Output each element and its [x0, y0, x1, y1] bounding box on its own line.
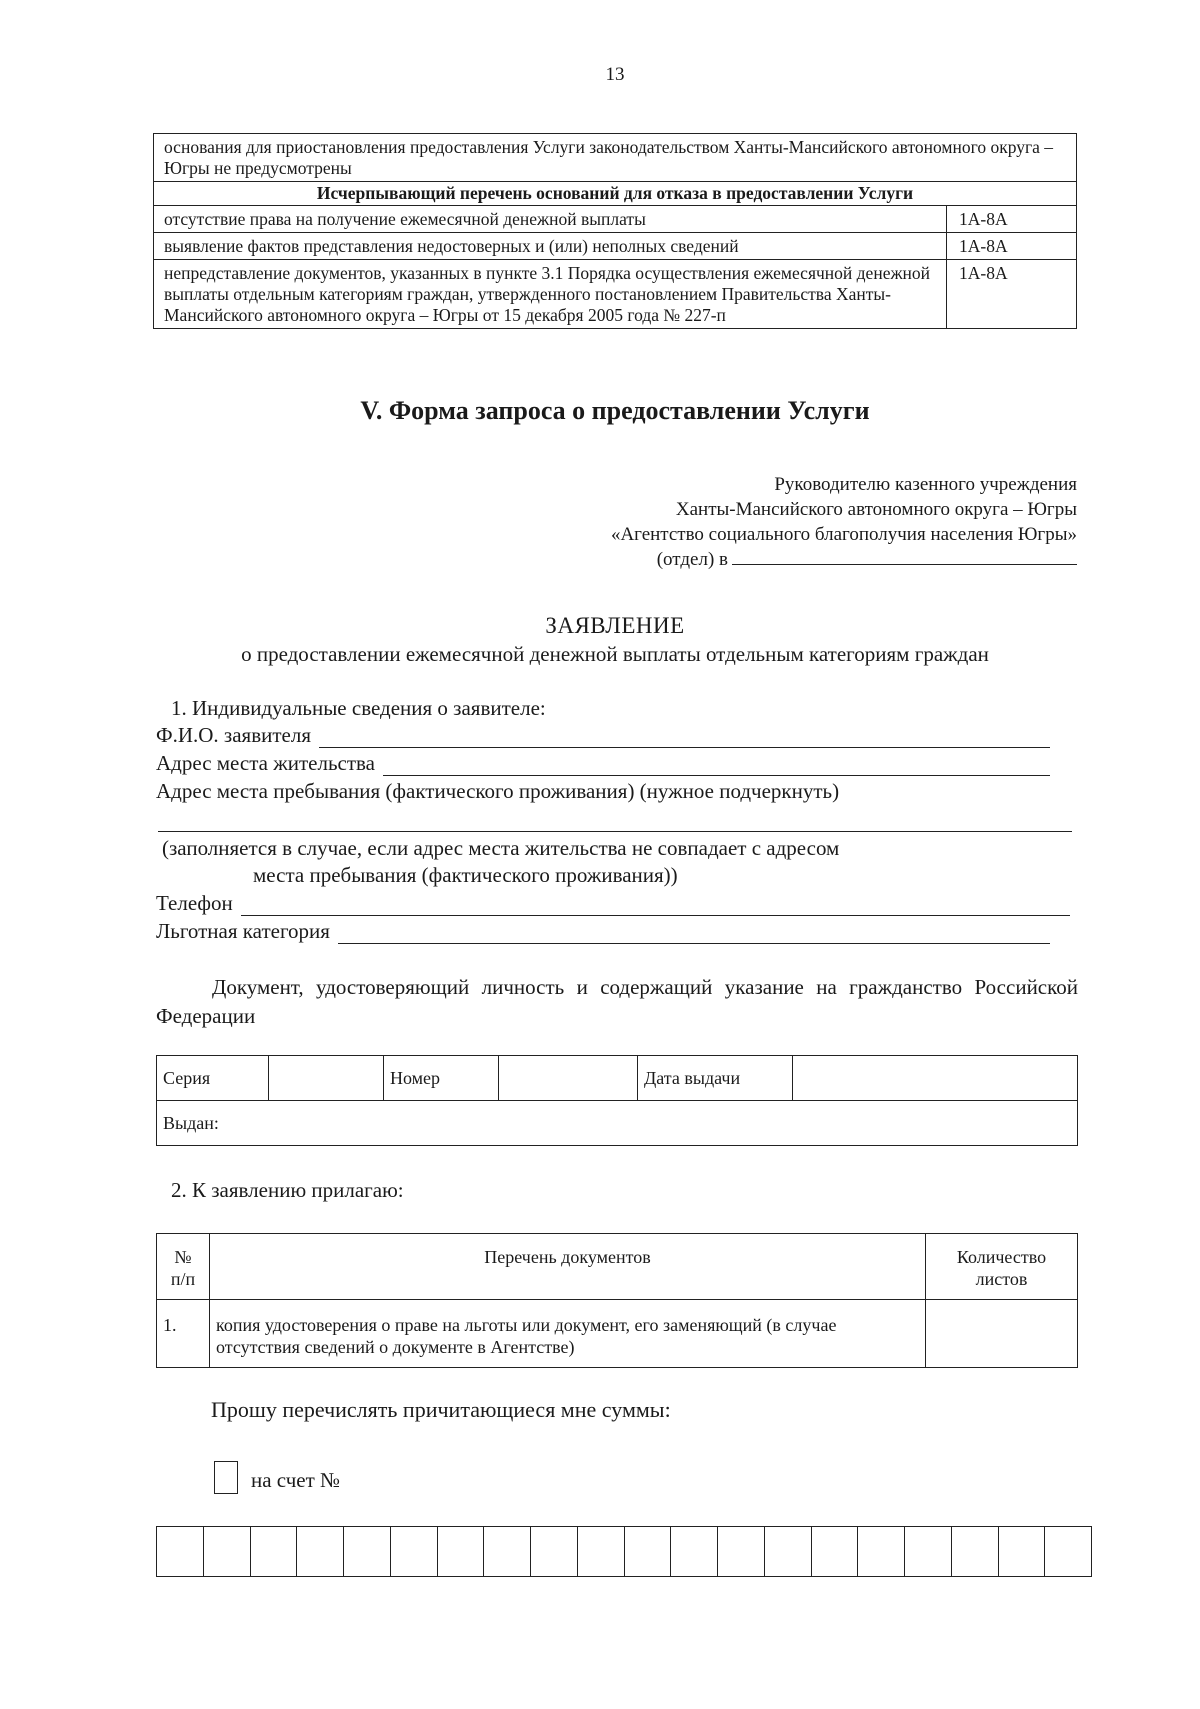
attachment-count-field[interactable] — [926, 1300, 1078, 1368]
page-number: 13 — [605, 64, 625, 85]
stay-note-line2: места пребывания (фактического проживания)) — [253, 863, 678, 887]
attachments-table — [156, 1233, 1078, 1368]
phone-field[interactable] — [241, 898, 1070, 916]
fio-line — [156, 723, 1050, 748]
number-field[interactable] — [499, 1056, 638, 1101]
grounds-table — [153, 133, 1077, 329]
stay-field[interactable] — [158, 831, 1072, 832]
personal-heading — [171, 696, 546, 721]
account-digit-cell[interactable] — [765, 1526, 812, 1577]
addressee-line: «Агентство социального благополучия населения Югры» — [610, 524, 1077, 545]
refusal-ground-text: выявление фактов представления недостоверных и (или) неполных сведений — [154, 233, 947, 260]
department-label: (отдел) в — [656, 549, 728, 570]
issued-by-field[interactable]: Выдан: — [157, 1101, 1078, 1146]
identity-doc-table — [156, 1055, 1078, 1146]
residence-field[interactable] — [383, 758, 1050, 776]
phone-label: Телефон — [156, 891, 233, 915]
series-label: Серия — [157, 1056, 269, 1101]
table-row — [154, 260, 1077, 329]
account-digit-cell[interactable] — [1045, 1526, 1092, 1577]
account-digit-cell[interactable] — [625, 1526, 672, 1577]
col-number-header-line2: п/п — [170, 1269, 196, 1289]
account-digit-cell[interactable] — [157, 1526, 204, 1577]
account-digit-cell[interactable] — [251, 1526, 298, 1577]
account-digit-cell[interactable] — [812, 1526, 859, 1577]
account-digit-cell[interactable] — [905, 1526, 952, 1577]
table-row — [157, 1056, 1078, 1101]
addressee-block — [611, 472, 1077, 572]
transfer-request-text: Прошу перечислять причитающиеся мне суммы: — [211, 1397, 671, 1422]
section-title: V. Форма запроса о предоставлении Услуги — [360, 396, 870, 425]
account-digit-cell[interactable] — [438, 1526, 485, 1577]
account-digit-cell[interactable] — [999, 1526, 1046, 1577]
account-checkbox[interactable] — [214, 1461, 238, 1494]
table-header-row — [157, 1234, 1078, 1300]
refusal-ground-code: 1А-8А — [947, 260, 1077, 329]
fio-field[interactable] — [319, 730, 1050, 748]
refusal-ground-text: отсутствие права на получение ежемесячной денежной выплаты — [154, 206, 947, 233]
account-digit-cell[interactable] — [344, 1526, 391, 1577]
account-digit-cell[interactable] — [204, 1526, 251, 1577]
category-field[interactable] — [338, 926, 1050, 944]
col-count-header-line2: листов — [975, 1269, 1028, 1289]
application-subtitle: о предоставлении ежемесячной денежной выплаты отдельным категориям граждан — [241, 642, 989, 666]
account-digit-cell[interactable] — [858, 1526, 905, 1577]
table-row — [157, 1101, 1078, 1146]
account-number-cells — [156, 1526, 1092, 1577]
phone-line — [156, 891, 1070, 916]
col-count-header — [926, 1234, 1078, 1300]
category-label: Льготная категория — [156, 919, 330, 943]
series-field[interactable] — [269, 1056, 384, 1101]
col-number-header — [157, 1234, 210, 1300]
stay-note-line1: (заполняется в случае, если адрес места жительства не совпадает с адресом — [162, 836, 840, 860]
addressee-line: Руководителю казенного учреждения — [774, 474, 1077, 495]
stay-line — [156, 779, 839, 804]
col-count-header-line1: Количество — [956, 1247, 1047, 1267]
application-title: ЗАЯВЛЕНИЕ — [545, 613, 685, 638]
residence-line — [156, 751, 1050, 776]
issue-date-field[interactable] — [793, 1056, 1078, 1101]
account-digit-cell[interactable] — [531, 1526, 578, 1577]
table-row — [157, 1300, 1078, 1368]
account-digit-cell[interactable] — [718, 1526, 765, 1577]
refusal-grounds-heading: Исчерпывающий перечень оснований для отказа в предоставлении Услуги — [154, 182, 1077, 206]
suspension-grounds-cell: основания для приостановления предоставления Услуги законодательством Ханты-Мансийского автономного округа – Югры не предусмотрены — [154, 134, 1077, 182]
account-digit-cell[interactable] — [671, 1526, 718, 1577]
attachment-number: 1. — [157, 1300, 210, 1368]
category-line — [156, 919, 1050, 944]
account-digit-cell[interactable] — [578, 1526, 625, 1577]
col-docs-header: Перечень документов — [210, 1234, 926, 1300]
attachments-heading: 2. К заявлению прилагаю: — [171, 1178, 404, 1202]
identity-doc-paragraph: Документ, удостоверяющий личность и содержащий указание на гражданство Российской Федерации — [156, 975, 1078, 1028]
department-field[interactable] — [732, 547, 1077, 565]
account-digit-cell[interactable] — [952, 1526, 999, 1577]
department-line — [611, 547, 1077, 572]
stay-label: Адрес места пребывания (фактического проживания) (нужное подчеркнуть) — [156, 779, 840, 803]
refusal-ground-code: 1А-8А — [947, 233, 1077, 260]
account-digit-cell[interactable] — [484, 1526, 531, 1577]
refusal-ground-text: непредставление документов, указанных в пункте 3.1 Порядка осуществления ежемесячной денежной выплаты отдельным категориям граждан, утвержденного постановлением Правительства Ханты-Мансийского автономного округа – Югры от 15 декабря 2005 года № 227-п — [154, 260, 947, 329]
account-digit-cell[interactable] — [297, 1526, 344, 1577]
account-label: на счет № — [251, 1468, 341, 1492]
issue-date-label: Дата выдачи — [638, 1056, 793, 1101]
attachment-doc: копия удостоверения о праве на льготы или документ, его заменяющий (в случае отсутствия сведений о документе в Агентстве) — [210, 1300, 926, 1368]
addressee-line: Ханты-Мансийского автономного округа – Югры — [675, 499, 1077, 520]
personal-heading-text: 1. Индивидуальные сведения о заявителе: — [171, 696, 546, 720]
number-label: Номер — [384, 1056, 499, 1101]
account-digit-cell[interactable] — [391, 1526, 438, 1577]
refusal-ground-code: 1А-8А — [947, 206, 1077, 233]
table-row — [154, 233, 1077, 260]
residence-label: Адрес места жительства — [156, 751, 375, 775]
col-number-header-line1: № — [174, 1247, 192, 1267]
fio-label: Ф.И.О. заявителя — [156, 723, 311, 747]
table-row — [154, 206, 1077, 233]
